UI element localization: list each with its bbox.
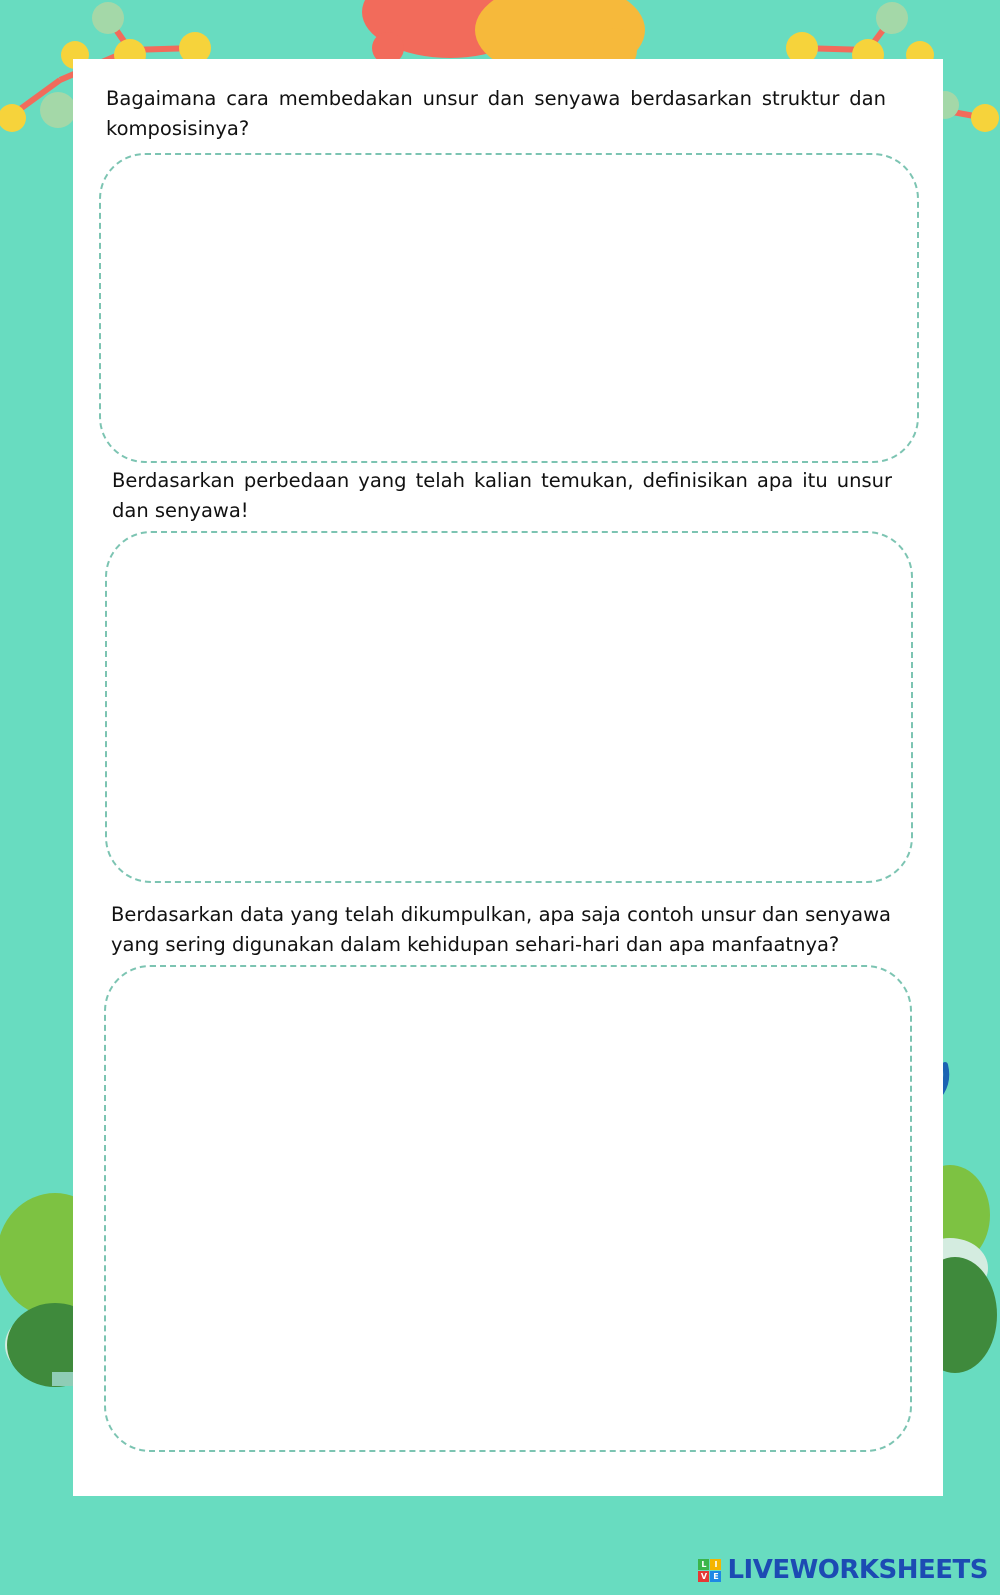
liveworksheets-logo [698,1553,988,1587]
logo-grid-icon [698,1559,721,1582]
worksheet-page [73,59,943,1496]
answer-box-2[interactable] [105,531,913,883]
logo-wordmark: LIVEWORKSHEETS [727,1555,988,1585]
answer-box-3[interactable] [104,965,912,1452]
question-1-text: Bagaimana cara membedakan unsur dan senyawa berdasarkan struktur dan komposisinya? [106,87,886,140]
question-2-text: Berdasarkan perbedaan yang telah kalian temukan, definisikan apa itu unsur dan senyawa! [112,469,892,522]
logo-letter-v: V [698,1571,709,1582]
logo-letter-l: L [698,1559,709,1570]
answer-box-1[interactable] [99,153,919,463]
question-3-text: Berdasarkan data yang telah dikumpulkan, apa saja contoh unsur dan senyawa yang sering digunakan dalam kehidupan sehari-hari dan apa manfaatnya? [111,903,891,956]
logo-letter-e: E [710,1571,721,1582]
logo-letter-i: I [710,1559,721,1570]
